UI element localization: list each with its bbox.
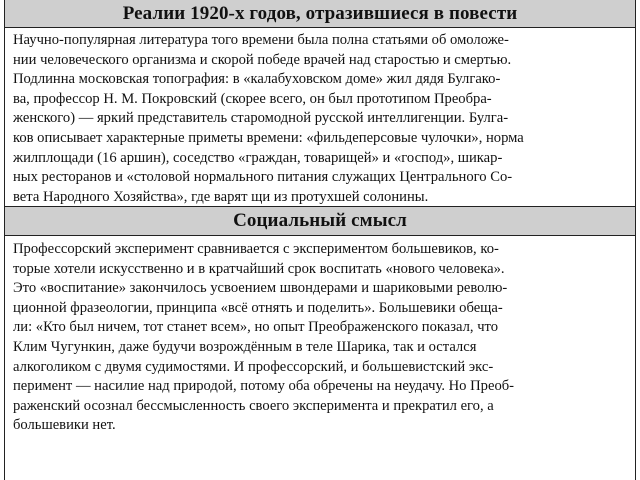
- text-line: ва, профессор Н. М. Покровский (скорее всего, он был прототипом Преобра-: [13, 90, 492, 107]
- section-social-meaning: [5, 206, 635, 436]
- text-line: ли: «Кто был ничем, тот станет всем», но опыт Преображенского показал, что: [13, 319, 499, 336]
- section-realities: [5, 0, 635, 206]
- text-line: Профессорский эксперимент сравнивается с экспериментом большевиков, ко-: [13, 241, 499, 257]
- text-line: ков описывает характерные приметы времени: «фильдеперсовые чулочки», норма: [13, 129, 524, 146]
- text-line: алкоголиком с двумя судимостями. И профессорский, и большевистский экс-: [13, 358, 494, 375]
- text-line: Научно-популярная литература того времени была полна статьями об омоложе-: [13, 32, 509, 48]
- text-line: перимент — насилие над природой, потому оба обречены на неудачу. Но Преоб-: [13, 378, 515, 395]
- text-line: женского) — яркий представитель старомодной русской интеллигенции. Булга-: [13, 110, 509, 127]
- document-page: [4, 0, 636, 480]
- section-body-realities: [5, 28, 635, 207]
- section-title-social-meaning: Социальный смысл: [5, 206, 635, 236]
- text-line: вета Народного Хозяйства», где варят щи из протухшей солонины.: [13, 188, 429, 205]
- text-line: жилплощади (16 аршин), соседство «граждан, товарищей» и «господ», шикар-: [13, 149, 503, 166]
- text-line: торые хотели искусственно и в кратчайший срок воспитать «нового человека».: [13, 260, 505, 277]
- text-line: Подлинна московская топография: в «калабуховском доме» жил дядя Булгако-: [13, 71, 501, 88]
- section-title-realities: Реалии 1920-х годов, отразившиеся в повести: [5, 0, 635, 28]
- section-body-social-meaning: [5, 236, 635, 436]
- text-line: нии человеческого организма и скорой победе врачей над старостью и смертью.: [13, 51, 512, 68]
- text-line: ных ресторанов и «столовой нормального питания служащих Центрального Со-: [13, 169, 513, 186]
- text-line: раженский осознал бессмысленность своего эксперимента и прекратил его, а: [13, 397, 494, 414]
- text-line: Это «воспитание» закончилось усвоением швондерами и шариковыми револю-: [13, 280, 508, 297]
- text-line: Клим Чугункин, даже будучи возрождённым в теле Шарика, так и остался: [13, 338, 477, 355]
- text-line: ционной фразеологии, принципа «всё отнять и поделить». Большевики обеща-: [13, 299, 503, 316]
- text-line: большевики нет.: [13, 417, 116, 434]
